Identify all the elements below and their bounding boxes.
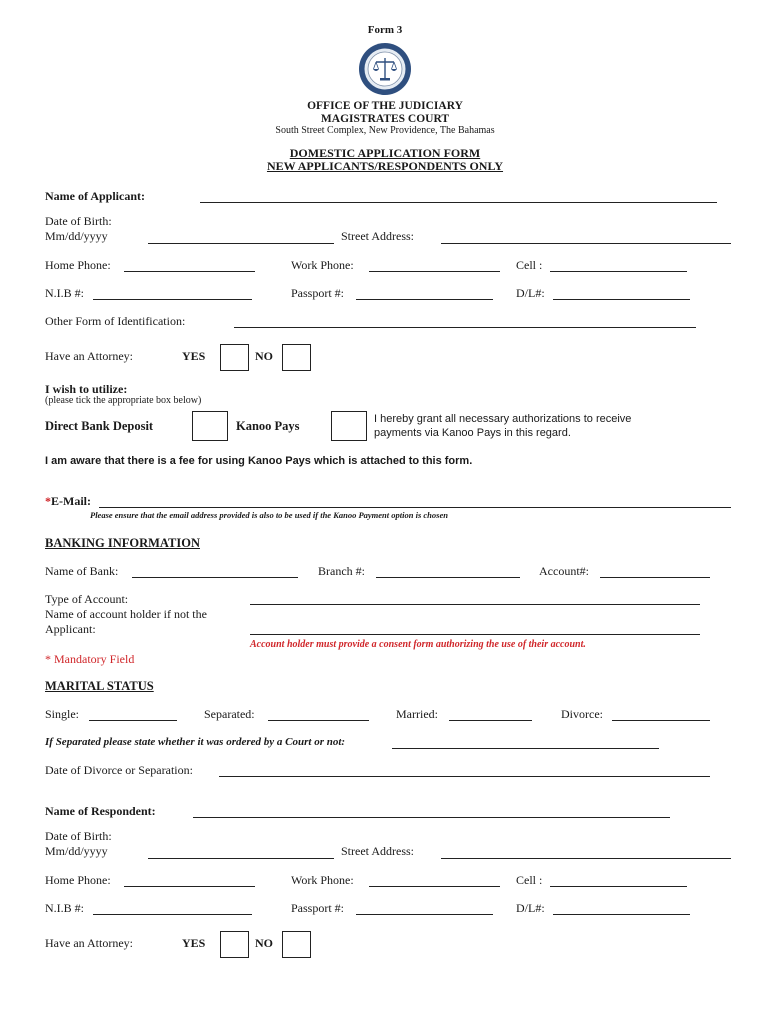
applicant-dob-format: Mm/dd/yyyy — [45, 229, 108, 243]
applicant-nib-label: N.I.B #: — [45, 286, 84, 300]
respondent-nib-label: N.I.B #: — [45, 901, 84, 915]
respondent-passport-label: Passport #: — [291, 901, 345, 915]
direct-deposit-checkbox[interactable] — [192, 411, 228, 441]
account-field[interactable] — [600, 577, 710, 578]
kanoo-label: Kanoo Pays — [236, 419, 300, 433]
email-required-star: * — [45, 494, 51, 508]
email-label: E-Mail: — [51, 494, 91, 508]
divorce-label: Divorce: — [561, 707, 603, 721]
court-title: MAGISTRATES COURT — [320, 113, 450, 125]
applicant-cell-field[interactable] — [550, 271, 687, 272]
form-subtitle: NEW APPLICANTS/RESPONDENTS ONLY — [266, 159, 504, 173]
authorization-line-2: payments via Kanoo Pays in this regard. — [374, 427, 571, 439]
married-label: Married: — [396, 707, 438, 721]
authorization-line-1: I hereby grant all necessary authorizations to receive — [374, 413, 632, 425]
respondent-attorney-label: Have an Attorney: — [45, 936, 133, 950]
respondent-name-label: Name of Respondent: — [45, 804, 156, 818]
respondent-street-label: Street Address: — [341, 844, 414, 858]
applicant-cell-label: Cell : — [516, 258, 543, 272]
applicant-work-phone-field[interactable] — [369, 271, 500, 272]
applicant-passport-field[interactable] — [356, 299, 493, 300]
respondent-street-field[interactable] — [441, 858, 731, 859]
respondent-attorney-no-checkbox[interactable] — [282, 931, 311, 958]
account-holder-field[interactable] — [250, 634, 700, 635]
applicant-attorney-no-checkbox[interactable] — [282, 344, 311, 371]
utilize-label: I wish to utilize: — [45, 382, 128, 396]
divorce-date-field[interactable] — [219, 776, 710, 777]
respondent-nib-field[interactable] — [93, 914, 252, 915]
applicant-dl-field[interactable] — [553, 299, 690, 300]
applicant-home-phone-label: Home Phone: — [45, 258, 111, 272]
respondent-dl-label: D/L#: — [516, 901, 545, 915]
single-field[interactable] — [89, 720, 177, 721]
separated-label: Separated: — [204, 707, 255, 721]
account-type-label: Type of Account: — [45, 592, 129, 606]
respondent-attorney-no-label: NO — [255, 936, 273, 950]
respondent-dl-field[interactable] — [553, 914, 690, 915]
respondent-attorney-yes-checkbox[interactable] — [220, 931, 249, 958]
applicant-name-label: Name of Applicant: — [45, 189, 145, 203]
respondent-cell-label: Cell : — [516, 873, 543, 887]
respondent-attorney-yes-label: YES — [182, 936, 206, 950]
respondent-name-field[interactable] — [193, 817, 670, 818]
applicant-dob-label: Date of Birth: — [45, 214, 112, 228]
kanoo-checkbox[interactable] — [331, 411, 367, 441]
divorce-date-label: Date of Divorce or Separation: — [45, 763, 193, 777]
applicant-passport-label: Passport #: — [291, 286, 345, 300]
form-number: Form 3 — [367, 24, 403, 36]
applicant-dl-label: D/L#: — [516, 286, 545, 300]
respondent-dob-label: Date of Birth: — [45, 829, 112, 843]
applicant-work-phone-label: Work Phone: — [291, 258, 354, 272]
fee-notice: I am aware that there is a fee for using Kanoo Pays which is attached to this form. — [45, 455, 473, 467]
respondent-passport-field[interactable] — [356, 914, 493, 915]
account-type-field[interactable] — [250, 604, 700, 605]
court-order-question: If Separated please state whether it was ordered by a Court or not: — [45, 736, 346, 748]
respondent-dob-field[interactable] — [148, 858, 334, 859]
court-address: South Street Complex, New Providence, The Bahamas — [275, 125, 495, 136]
account-holder-label-1: Name of account holder if not the — [45, 607, 207, 621]
applicant-home-phone-field[interactable] — [124, 271, 255, 272]
account-holder-label-2: Applicant: — [45, 622, 96, 636]
applicant-attorney-yes-label: YES — [182, 349, 206, 363]
respondent-work-phone-label: Work Phone: — [291, 873, 354, 887]
email-note: Please ensure that the email address provided is also to be used if the Kanoo Payment option is chosen — [90, 510, 448, 520]
applicant-attorney-yes-checkbox[interactable] — [220, 344, 249, 371]
applicant-other-id-field[interactable] — [234, 327, 696, 328]
applicant-other-id-label: Other Form of Identification: — [45, 314, 186, 328]
applicant-nib-field[interactable] — [93, 299, 252, 300]
respondent-cell-field[interactable] — [550, 886, 687, 887]
judiciary-seal-icon — [358, 42, 412, 96]
single-label: Single: — [45, 707, 80, 721]
branch-field[interactable] — [376, 577, 520, 578]
email-field[interactable] — [99, 507, 731, 508]
bank-name-label: Name of Bank: — [45, 564, 119, 578]
married-field[interactable] — [449, 720, 532, 721]
respondent-work-phone-field[interactable] — [369, 886, 500, 887]
applicant-street-label: Street Address: — [341, 229, 414, 243]
respondent-home-phone-label: Home Phone: — [45, 873, 111, 887]
applicant-street-field[interactable] — [441, 243, 731, 244]
banking-heading: BANKING INFORMATION — [45, 536, 200, 550]
applicant-dob-field[interactable] — [148, 243, 334, 244]
marital-heading: MARITAL STATUS — [45, 679, 154, 693]
branch-label: Branch #: — [318, 564, 365, 578]
separated-field[interactable] — [268, 720, 369, 721]
mandatory-note: * Mandatory Field — [45, 652, 135, 666]
court-order-field[interactable] — [392, 748, 659, 749]
form-title: DOMESTIC APPLICATION FORM — [289, 146, 481, 160]
applicant-attorney-no-label: NO — [255, 349, 273, 363]
office-title: OFFICE OF THE JUDICIARY — [307, 100, 463, 112]
tick-note: (please tick the appropriate box below) — [45, 395, 202, 406]
consent-note: Account holder must provide a consent form authorizing the use of their account. — [250, 639, 586, 650]
applicant-attorney-label: Have an Attorney: — [45, 349, 133, 363]
bank-name-field[interactable] — [132, 577, 298, 578]
direct-deposit-label: Direct Bank Deposit — [45, 419, 154, 433]
email-label-group — [45, 494, 91, 509]
respondent-dob-format: Mm/dd/yyyy — [45, 844, 108, 858]
account-label: Account#: — [539, 564, 589, 578]
applicant-name-field[interactable] — [200, 202, 717, 203]
divorce-field[interactable] — [612, 720, 710, 721]
respondent-home-phone-field[interactable] — [124, 886, 255, 887]
